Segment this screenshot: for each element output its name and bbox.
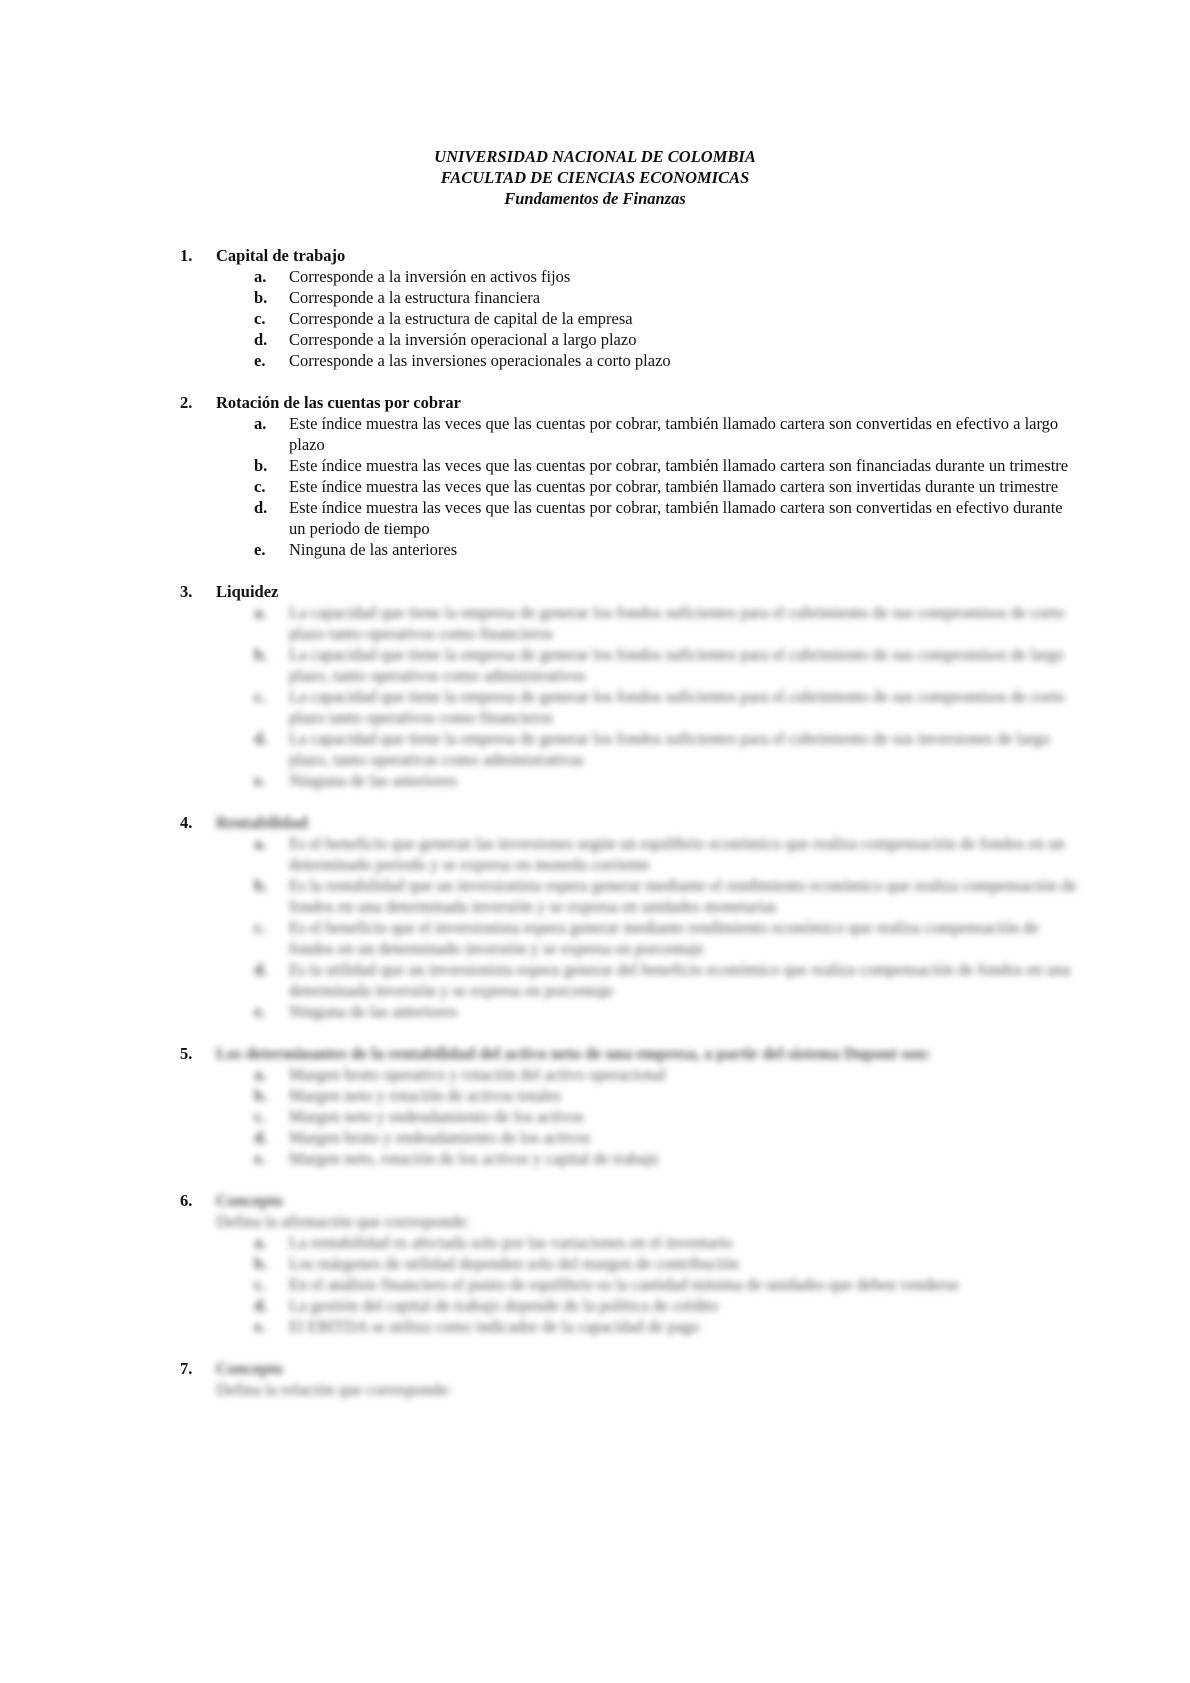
option-letter: c. — [254, 918, 266, 937]
option-letter: e. — [254, 771, 266, 790]
question-title: Liquidez — [216, 582, 279, 601]
answer-option — [180, 1274, 1080, 1295]
option-text: Margen neto y endeudamiento de los activos — [289, 1107, 584, 1126]
option-letter: d. — [254, 1296, 268, 1315]
option-text: La capacidad que tiene la empresa de generar los fondos suficientes para el cubrimiento de sus inversiones de largo plazo, tanto operativas como administrativas — [289, 729, 1051, 769]
option-text: Es la utilidad que un inversionista espera generar del beneficio económico que realiza compensación de fondos en una determinada inversión y se expresa en porcentaje — [289, 960, 1071, 1000]
answer-option — [180, 686, 1080, 728]
question-title: Los determinantes de la rentabilidad del activo neto de una empresa, a partir del sistema Dupont son: — [216, 1044, 931, 1063]
option-text: La capacidad que tiene la empresa de generar los fondos suficientes para el cubrimiento de sus compromisos de corto plazo tanto operativos como financieros — [289, 687, 1065, 727]
option-letter: c. — [254, 687, 266, 706]
answer-option — [180, 833, 1080, 875]
answer-option — [180, 644, 1080, 686]
option-list — [180, 1232, 1080, 1337]
option-text: Este índice muestra las veces que las cuentas por cobrar, también llamado cartera son convertidas en efectivo durante un periodo de tiempo — [289, 498, 1063, 538]
answer-option — [180, 770, 1080, 791]
option-list — [180, 413, 1080, 560]
question-heading — [180, 1358, 1080, 1379]
option-letter: b. — [254, 645, 268, 664]
option-text: La capacidad que tiene la empresa de generar los fondos suficientes para el cubrimiento de sus compromisos de largo plazo, tanto operativos como administrativos — [289, 645, 1064, 685]
option-letter: a. — [254, 267, 267, 286]
option-text: Ninguna de las anteriores — [289, 540, 458, 559]
option-text: Es la rentabilidad que un inversionista espera generar mediante el rendimiento económico que realiza compensación de fondos en una determinada inversión y se expresa en unidades monetarias — [289, 876, 1077, 916]
answer-option — [180, 350, 1080, 371]
answer-option — [180, 728, 1080, 770]
option-letter: c. — [254, 309, 266, 328]
option-letter: e. — [254, 1149, 266, 1168]
answer-option — [180, 1316, 1080, 1337]
university-name: UNIVERSIDAD NACIONAL DE COLOMBIA — [434, 147, 756, 166]
question-number: 2. — [180, 393, 193, 412]
question-heading — [180, 392, 1080, 413]
option-text: Ninguna de las anteriores — [289, 1002, 458, 1021]
answer-option — [180, 539, 1080, 560]
option-text: El EBITDA se utiliza como indicador de la capacidad de pago — [289, 1317, 700, 1336]
option-letter: d. — [254, 498, 268, 517]
option-text: Los márgenes de utilidad dependen solo del margen de contribución — [289, 1254, 739, 1273]
question-heading — [180, 1043, 1080, 1064]
answer-option — [180, 455, 1080, 476]
option-letter: d. — [254, 960, 268, 979]
option-text: Corresponde a la estructura de capital de la empresa — [289, 309, 633, 328]
option-text: Ninguna de las anteriores — [289, 771, 458, 790]
answer-option — [180, 1106, 1080, 1127]
answer-option — [180, 1253, 1080, 1274]
option-list — [180, 833, 1080, 1022]
question-7 — [180, 1358, 1080, 1400]
question-title: Concepto — [216, 1359, 283, 1378]
option-letter: a. — [254, 414, 267, 433]
option-text: Margen neto y rotación de activos totales — [289, 1086, 561, 1105]
option-letter: b. — [254, 1254, 268, 1273]
answer-option — [180, 497, 1080, 539]
option-letter: d. — [254, 1128, 268, 1147]
option-text: Este índice muestra las veces que las cuentas por cobrar, también llamado cartera son financiadas durante un trimestre — [289, 456, 1069, 475]
course-name: Fundamentos de Finanzas — [504, 189, 686, 208]
question-heading — [180, 245, 1080, 266]
option-text: Margen bruto y endeudamiento de los activos — [289, 1128, 591, 1147]
answer-option — [180, 1148, 1080, 1169]
option-text: Este índice muestra las veces que las cuentas por cobrar, también llamado cartera son convertidas en efectivo a largo plazo — [289, 414, 1059, 454]
question-heading — [180, 812, 1080, 833]
answer-option — [180, 1232, 1080, 1253]
option-text: La gestión del capital de trabajo depende de la política de crédito — [289, 1296, 719, 1315]
question-title: Capital de trabajo — [216, 246, 346, 265]
document-header — [0, 146, 1190, 209]
answer-option — [180, 308, 1080, 329]
option-list — [180, 1064, 1080, 1169]
question-instruction: Defina la relación que corresponde: — [216, 1380, 452, 1399]
answer-option — [180, 413, 1080, 455]
answer-option — [180, 959, 1080, 1001]
question-title: Concepto — [216, 1191, 283, 1210]
question-heading — [180, 581, 1080, 602]
option-letter: d. — [254, 330, 268, 349]
option-text: Corresponde a la inversión operacional a largo plazo — [289, 330, 637, 349]
option-text: Este índice muestra las veces que las cuentas por cobrar, también llamado cartera son invertidas durante un trimestre — [289, 477, 1059, 496]
question-6 — [180, 1190, 1080, 1337]
question-title: Rotación de las cuentas por cobrar — [216, 393, 461, 412]
option-text: Margen neto, rotación de los activos y capital de trabajo — [289, 1149, 659, 1168]
question-number: 4. — [180, 813, 193, 832]
option-text: Margen bruto operativo y rotación del activo operacional — [289, 1065, 666, 1084]
option-text: En el análisis financiero el punto de equilibrio es la cantidad mínima de unidades que deben venderse — [289, 1275, 959, 1294]
question-3 — [180, 581, 1080, 791]
option-letter: b. — [254, 1086, 268, 1105]
question-number: 5. — [180, 1044, 193, 1063]
option-letter: e. — [254, 540, 266, 559]
question-instruction: Defina la afirmación que corresponde: — [216, 1212, 470, 1231]
question-2 — [180, 392, 1080, 560]
answer-option — [180, 875, 1080, 917]
option-list — [180, 602, 1080, 791]
option-text: Corresponde a la estructura financiera — [289, 288, 541, 307]
answer-option — [180, 1127, 1080, 1148]
option-letter: d. — [254, 729, 268, 748]
option-letter: a. — [254, 603, 267, 622]
question-title: Rentabilidad — [216, 813, 308, 832]
option-letter: c. — [254, 1107, 266, 1126]
answer-option — [180, 1001, 1080, 1022]
option-text: Corresponde a las inversiones operacionales a corto plazo — [289, 351, 671, 370]
answer-option — [180, 602, 1080, 644]
question-number: 7. — [180, 1359, 193, 1378]
option-text: Corresponde a la inversión en activos fijos — [289, 267, 571, 286]
question-list — [180, 245, 1080, 1421]
option-letter: c. — [254, 1275, 266, 1294]
option-text: La capacidad que tiene la empresa de generar los fondos suficientes para el cubrimiento de sus compromisos de corto plazo tanto operativos como financieros — [289, 603, 1065, 643]
question-4 — [180, 812, 1080, 1022]
answer-option — [180, 287, 1080, 308]
answer-option — [180, 1295, 1080, 1316]
question-heading — [180, 1190, 1080, 1211]
question-1 — [180, 245, 1080, 371]
option-letter: b. — [254, 456, 268, 475]
option-letter: a. — [254, 1233, 267, 1252]
option-letter: e. — [254, 351, 266, 370]
question-number: 1. — [180, 246, 193, 265]
answer-option — [180, 266, 1080, 287]
option-letter: a. — [254, 834, 267, 853]
option-letter: e. — [254, 1002, 266, 1021]
answer-option — [180, 329, 1080, 350]
option-letter: b. — [254, 876, 268, 895]
answer-option — [180, 917, 1080, 959]
option-list — [180, 266, 1080, 371]
faculty-name: FACULTAD DE CIENCIAS ECONOMICAS — [440, 168, 750, 187]
question-number: 3. — [180, 582, 193, 601]
question-number: 6. — [180, 1191, 193, 1210]
option-letter: b. — [254, 288, 268, 307]
option-text: Es el beneficio que generan las inversiones según un equilibrio económico que realiza compensación de fondos en un determinado periodo y se expresa en moneda corriente — [289, 834, 1065, 874]
option-letter: a. — [254, 1065, 267, 1084]
option-text: Es el beneficio que el inversionista espera generar mediante rendimiento económico que realiza compensación de fondos en un determinado inversión y se expresa en porcentaje — [289, 918, 1039, 958]
option-text: La rentabilidad es afectada solo por las variaciones en el inventario — [289, 1233, 733, 1252]
option-letter: c. — [254, 477, 266, 496]
answer-option — [180, 476, 1080, 497]
answer-option — [180, 1085, 1080, 1106]
answer-option — [180, 1064, 1080, 1085]
question-5 — [180, 1043, 1080, 1169]
option-letter: e. — [254, 1317, 266, 1336]
